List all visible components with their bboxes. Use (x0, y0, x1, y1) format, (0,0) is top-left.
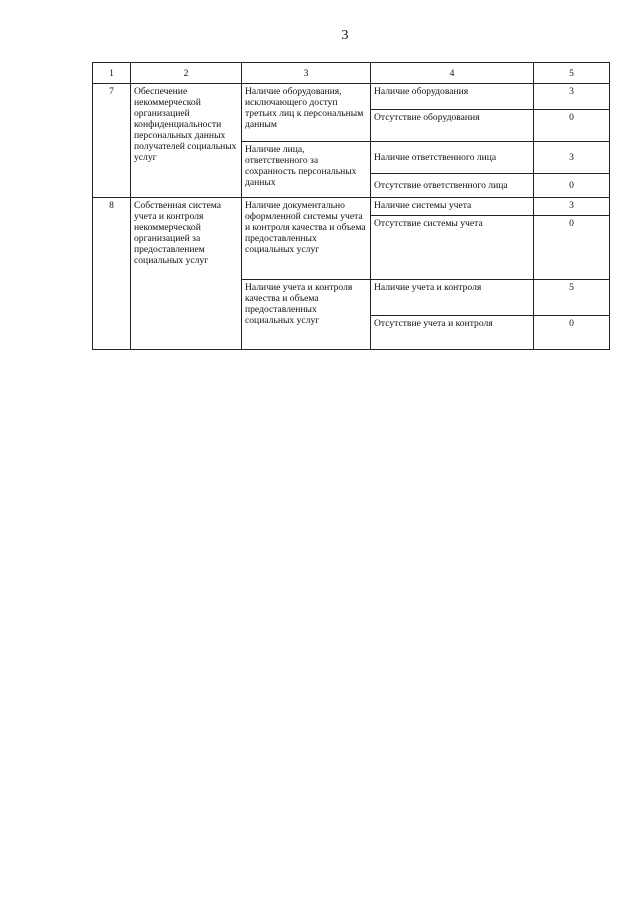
header-col-4: 4 (371, 63, 534, 84)
criteria-table (92, 62, 610, 350)
score-cell: 3 (534, 142, 610, 174)
score-cell: 3 (534, 84, 610, 110)
option-cell: Наличие системы учета (371, 198, 534, 216)
score-cell: 0 (534, 174, 610, 198)
indicator-cell: Наличие документально оформленной системы учета и контроля качества и объема предоставленных социальных услуг (242, 198, 371, 280)
table-row (93, 198, 610, 216)
page-number: 3 (341, 28, 349, 43)
criterion-cell: Обеспечение некоммерческой организацией конфиденциальности персональных данных получателей социальных услуг (131, 84, 242, 198)
option-cell: Отсутствие системы учета (371, 216, 534, 280)
score-cell: 3 (534, 198, 610, 216)
row-number: 7 (93, 84, 131, 198)
header-col-5: 5 (534, 63, 610, 84)
indicator-cell: Наличие оборудования, исключающего доступ третьих лиц к персональным данным (242, 84, 371, 142)
table-row (93, 84, 610, 110)
header-col-2: 2 (131, 63, 242, 84)
header-col-1: 1 (93, 63, 131, 84)
option-cell: Отсутствие учета и контроля (371, 316, 534, 350)
option-cell: Отсутствие ответственного лица (371, 174, 534, 198)
header-col-3: 3 (242, 63, 371, 84)
score-cell: 0 (534, 110, 610, 142)
option-cell: Наличие оборудования (371, 84, 534, 110)
option-cell: Наличие учета и контроля (371, 280, 534, 316)
score-cell: 0 (534, 316, 610, 350)
score-cell: 0 (534, 216, 610, 280)
criterion-cell: Собственная система учета и контроля некоммерческой организацией за предоставлением социальных услуг (131, 198, 242, 350)
indicator-cell: Наличие лица, ответственного за сохранность персональных данных (242, 142, 371, 198)
header-row (93, 63, 610, 84)
option-cell: Наличие ответственного лица (371, 142, 534, 174)
indicator-cell: Наличие учета и контроля качества и объема предоставленных социальных услуг (242, 280, 371, 350)
score-cell: 5 (534, 280, 610, 316)
row-number: 8 (93, 198, 131, 350)
option-cell: Отсутствие оборудования (371, 110, 534, 142)
